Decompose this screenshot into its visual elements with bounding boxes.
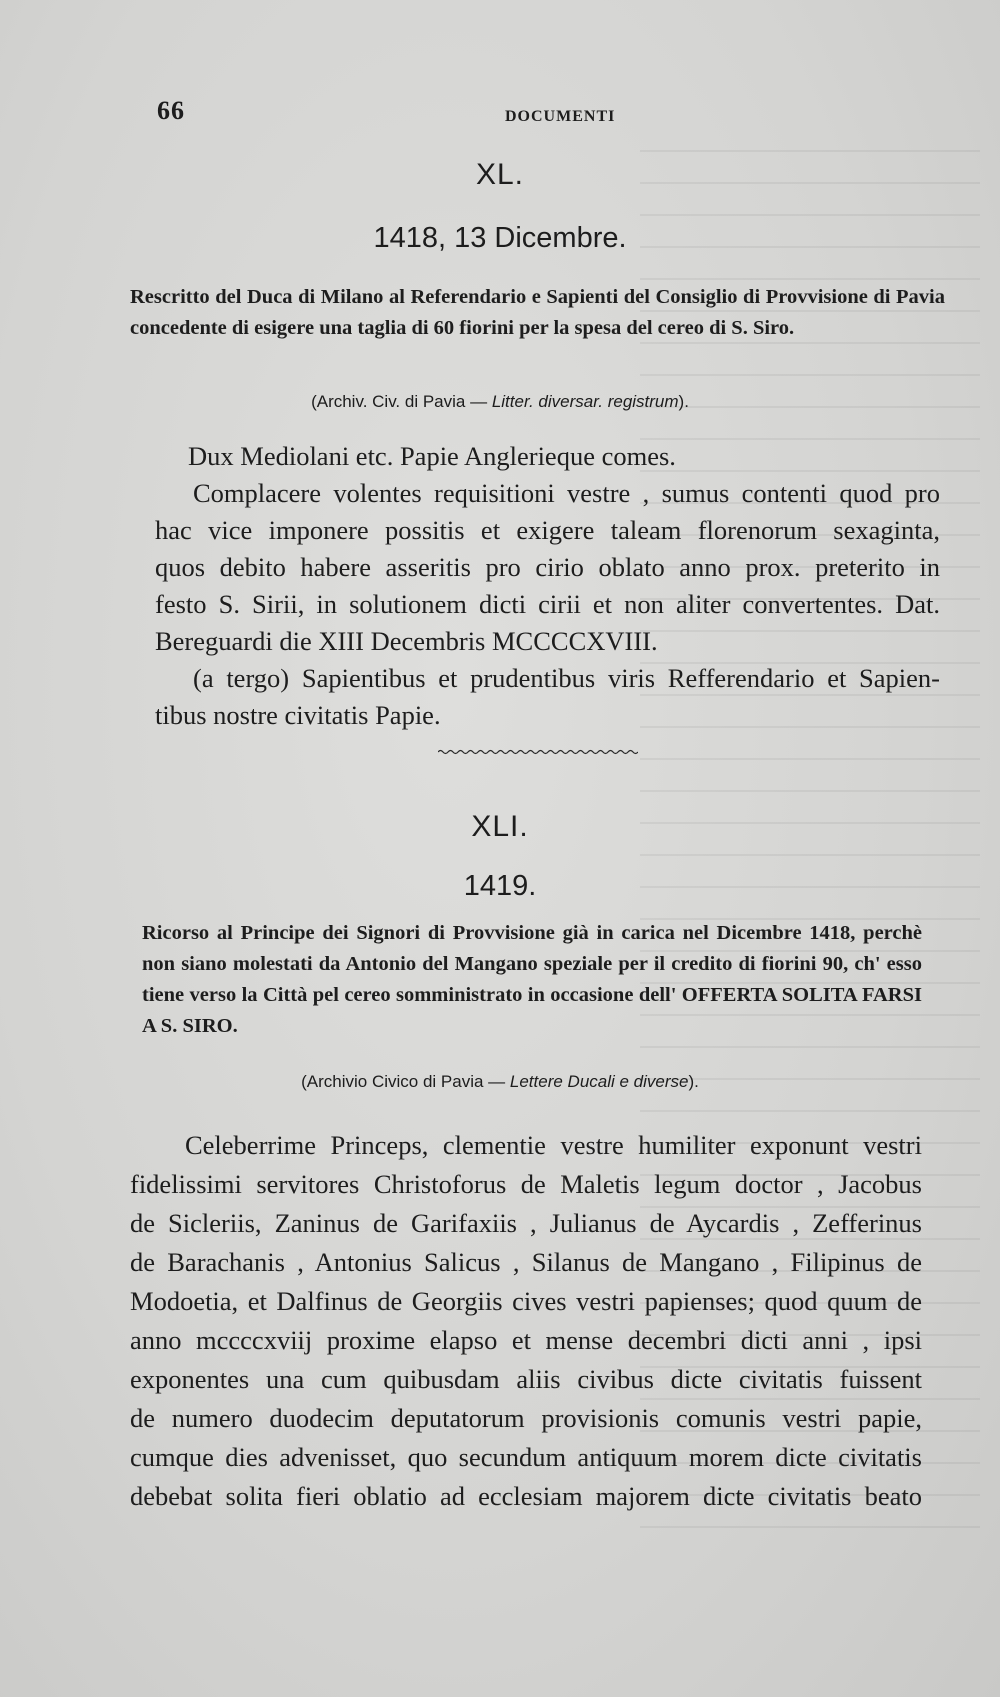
document-40-body [155,475,940,734]
document-40-number: XL. [475,158,525,191]
body-line: Dux Mediolani etc. Papie Anglerieque comes. [188,441,676,471]
source-suffix: ). [678,392,689,411]
body-line: Bereguardi die XIII Decembris MCCCCXVIII. [155,626,658,656]
body-line: debebat solita fieri oblatio ad ecclesiam majorem dicte civitatis beato [130,1481,922,1511]
document-41-date: 1419. [463,870,537,902]
document-40-body-first-line [188,438,940,475]
page-number: 66 [157,96,185,125]
body-line: (a tergo) Sapientibus et prudentibus viris Refferendario et Sapien- [193,663,940,693]
source-title: Litter. diversar. registrum [491,392,679,411]
wavy-divider [438,749,638,755]
source-prefix: (Archiv. Civ. di Pavia — [311,392,492,411]
source-prefix: (Archivio Civico di Pavia — [301,1072,510,1091]
document-40-source [0,392,1000,412]
body-line: cumque dies advenisset, quo secundum antiquum morem dicte civitatis [130,1442,922,1472]
body-line: quos debito habere asseritis pro cirio oblato anno prox. preterito in [155,552,940,582]
source-title: Lettere Ducali e diverse [509,1072,689,1091]
body-line: Celeberrime Princeps, clementie vestre humiliter exponunt vestri [185,1130,922,1160]
body-line: anno mccccxviij proxime elapso et mense decembri dicti anni , ipsi [130,1325,922,1355]
document-41-body [130,1126,922,1516]
body-line: Modoetia, et Dalfinus de Georgiis cives vestri papienses; quod quum de [130,1286,922,1316]
body-line: hac vice imponere possitis et exigere taleam florenorum sexaginta, [155,515,940,545]
source-suffix: ). [688,1072,699,1091]
body-line: exponentes una cum quibusdam aliis civibus dicte civitatis fuissent [130,1364,922,1394]
body-line: de numero duodecim deputatorum provisionis comunis vestri papie, [130,1403,922,1433]
document-41-source [0,1072,1000,1092]
running-head: DOCUMENTI [505,108,616,125]
document-41-summary: Ricorso al Principe dei Signori di Provvisione già in carica nel Dicembre 1418, perchè non siano molestati da Antonio del Mangano speziale per il credito di fiorini 90, ch' esso tiene verso la Città pel cereo somministrato in occasione dell' OFFERTA SOLITA FARSI A S. SIRO. [142,922,922,1037]
body-line: tibus nostre civitatis Papie. [155,700,441,730]
body-line: de Barachanis , Antonius Salicus , Silanus de Mangano , Filipinus de [130,1247,922,1277]
body-line: de Sicleriis, Zaninus de Garifaxiis , Julianus de Aycardis , Zefferinus [130,1208,922,1238]
body-line: fidelissimi servitores Christoforus de Maletis legum doctor , Jacobus [130,1169,922,1199]
document-41-number: XLI. [471,810,529,843]
document-40-date: 1418, 13 Dicembre. [373,222,627,254]
body-line: Complacere volentes requisitioni vestre , sumus contenti quod pro [193,478,940,508]
body-line: festo S. Sirii, in solutionem dicti cirii et non aliter convertentes. Dat. [155,589,940,619]
document-40-summary: Rescritto del Duca di Milano al Referendario e Sapienti del Consiglio di Provvisione di Pavia concedente di esigere una taglia di 60 fiorini per la spesa del cereo di S. Siro. [130,286,945,339]
